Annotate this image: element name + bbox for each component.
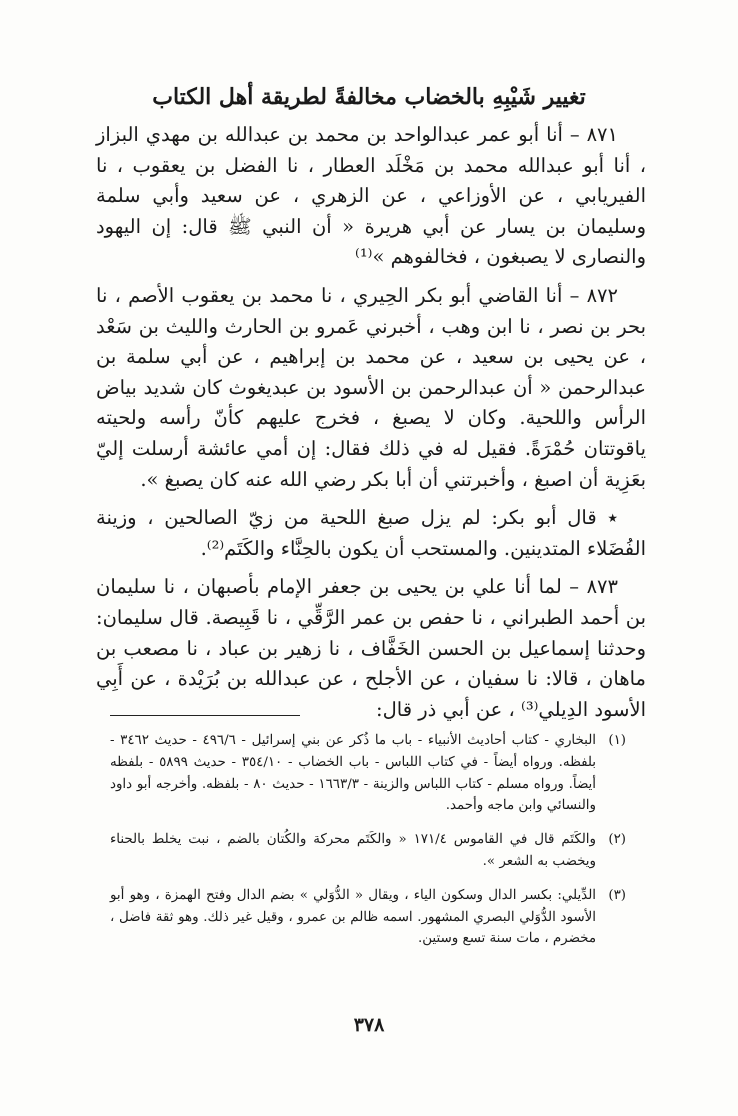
footnote-text: البخاري - كتاب أحاديث الأنبياء - باب ما ذُكر عن بني إسرائيل - ٤٩٦/٦ - حديث ٣٤٦٢ - بلفظه. ورواه أيضاً - في كتاب اللباس - باب الخضاب - ٣٥٤/١٠ - حديث ٥٨٩٩ - بلفظه أيضاً. ورواه مسلم - كتاب اللباس والزينة - ١٦٦٣/٣ - حديث ٨٠ - بلفظه. وأخرجه أبو داود والنسائي وابن ماجه وأحمد. — [110, 733, 597, 814]
footnote-text: والكَتَم قال في القاموس ١٧١/٤ « والكَتَم محركة والكُتان بالضم ، نبت يخلط بالحناء ويخضب به الشعر ». — [110, 832, 596, 869]
main-text — [96, 120, 646, 733]
footnote-number: (٢) — [608, 832, 626, 848]
footnotes — [110, 730, 626, 962]
author-comment: ٭ قال أبو بكر: لم يزل صبغ اللحية من زيّ الصالحين ، وزينة الفُضَلاء المتدينين. والمستحب أن يكون بالحِنَّاء والكَتَم⁽²⁾. — [96, 506, 646, 560]
footnote-2 — [110, 829, 626, 873]
footnote-divider — [110, 715, 300, 716]
footnote-number: (١) — [608, 733, 626, 748]
page-heading: تغيير شَيْبِهِ بالخضاب مخالفةً لطريقة أهل الكتاب — [152, 84, 586, 110]
footnote-1 — [110, 730, 626, 817]
hadith-871: ٨٧١ – أنا أبو عمر عبدالواحد بن محمد بن عبدالله بن مهدي البزاز ، أنا أبو عبدالله محمد بن مَخْلَد العطار ، نا الفضل بن يعقوب ، نا الفيريابي ، عن الأوزاعي ، عن الزهري ، عن سعيد وأبي سلمة وسليمان بن يسار عن أبي هريرة « أن النبي ﷺ قال: إن اليهود والنصارى لا يصبغون ، فخالفوهم »⁽¹⁾ — [96, 123, 646, 269]
footnote-text: الدِّيلي: بكسر الدال وسكون الياء ، ويقال « الدُّوَلي » بضم الدال وفتح الهمزة ، وهو أبو الأسود الدُّوَلي البصري المشهور. اسمه ظالم بن عمرو ، وقيل غير ذلك. وهو ثقة فاضل ، مخضرم ، مات سنة تسع وستين. — [110, 887, 596, 947]
footnote-3 — [110, 885, 626, 950]
page-number: ٣٧٨ — [353, 1014, 385, 1036]
hadith-873: ٨٧٣ – لما أنا علي بن يحيى بن جعفر الإمام بأصبهان ، نا سليمان بن أحمد الطبراني ، نا حفص بن عمر الرَّقِّي ، نا قَبِيصة. قال سليمان: وحدثنا إسماعيل بن الحسن الخَفَّاف ، نا زهير بن عباد ، نا مصعب بن ماهان ، قالا: نا سفيان ، عن الأجلح ، عن عبدالله بن بُرَيْدة ، عن أَبِي الأسود الدِيلي⁽³⁾ ، عن أبي ذر قال: — [96, 575, 646, 721]
hadith-872: ٨٧٢ – أنا القاضي أبو بكر الحِيري ، نا محمد بن يعقوب الأصم ، نا بحر بن نصر ، نا ابن وهب ، أخبرني عَمرو بن الحارث والليث بن سَعْد ، عن يحيى بن سعيد ، عن محمد بن إبراهيم ، عن أبي سلمة بن عبدالرحمن « أن عبدالرحمن بن الأسود بن عبديغوث كان شديد بياض الرأس واللحية. وكان لا يصبغ ، فخرج عليهم كأنّ رأسه ولحيته ياقوتتان حُمْرَةً. فقيل له في ذلك فقال: إن أمي عائشة أرسلت إليّ بعَزِية أن اصبغ ، وأخبرتني أن أبا بكر رضي الله عنه كان يصبغ ». — [96, 283, 646, 491]
footnote-number: (٣) — [608, 887, 626, 903]
